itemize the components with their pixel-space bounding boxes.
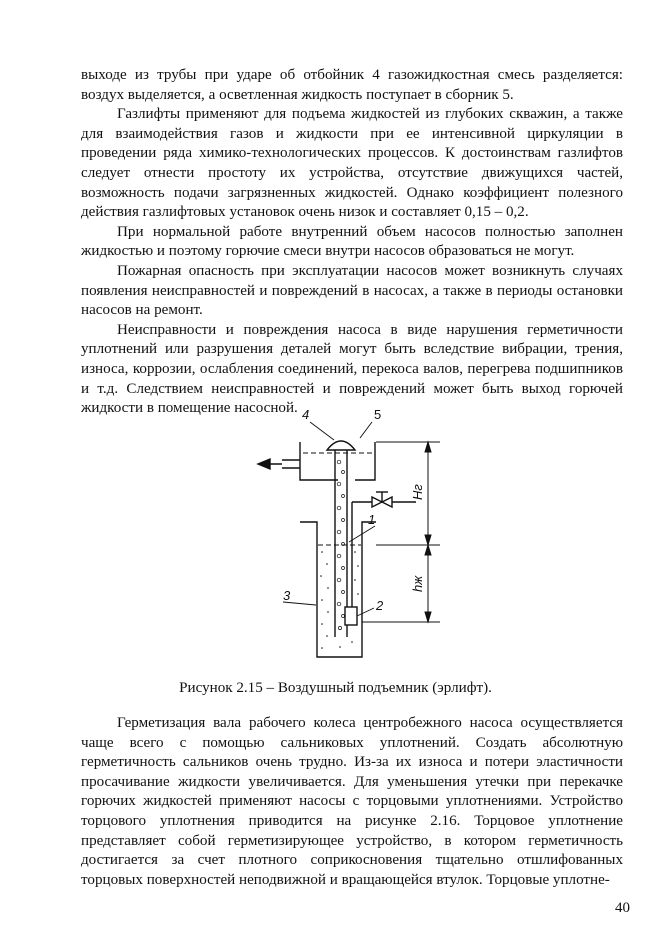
airlift-figure [0, 402, 671, 670]
label-2: 2 [376, 598, 384, 613]
paragraph: Неисправности и повреждения насоса в виде нарушения герметичности уплотнений или разрушения деталей могут быть вследствие вибрации, трения, износа, коррозии, ослабления соединений, перекоса валов, перегрева подшипников и т.д. Следствием неисправностей и повреждений может быть выход горючей жидкости в помещение насосной. [81, 321, 623, 417]
leader-lines [283, 422, 375, 616]
deflector-4 [327, 441, 355, 450]
paragraph: Газлифты применяют для подъема жидкостей из глубоких скважин, а также для взаимодействия газов и жидкости при ее интенсивной циркуляции в проведении ряда химико-технологических процессов. К достоинствам газлифтов следует отнести простоту их устройства, отсутствие движущихся частей, возможность подачи загрязненных жидкостей. Однако коэффициент полезного действия газлифтовых установок очень низок и составляет 0,15 – 0,2. [81, 106, 623, 221]
label-hzh: hж [410, 575, 425, 592]
dimension-lines [362, 442, 440, 622]
label-hg: Hг [410, 484, 425, 500]
well-liquid [320, 551, 359, 649]
paragraph: Герметизация вала рабочего колеса центробежного насоса осуществляется чаще всего с помощью сальниковых уплотнений. Создать абсолютную герметичность сальников очень трудно. Из-за их износа и потери эластичности просачивание жидкости увеличивается. Для уменьшения утечки при перекачке горючих жидкостей применяют насосы с торцовыми уплотнениями. Устройство торцового уплотнения приводится на рисунке 2.16. Торцовое уплотнение представляет собой герметизирующее устройство, в котором герметичность достигается за счет плотного соприкосновения тщательно отшлифованных торцовых поверхностей неподвижной и вращающейся втулок. Торцовые уплотне- [81, 715, 623, 888]
text-block-bottom [81, 714, 623, 890]
label-3: 3 [283, 588, 291, 603]
paragraph: Пожарная опасность при эксплуатации насосов может возникнуть случаях появления неисправностей и повреждений в насосах, а также в периоды остановки насосов на ремонт. [81, 262, 623, 319]
label-5: 5 [374, 407, 382, 422]
paragraph: выходе из трубы при ударе об отбойник 4 газожидкостная смесь разделяется: воздух выделяется, а осветленная жидкость поступает в сборник 5. [81, 67, 623, 103]
page-number: 40 [615, 900, 630, 916]
outlet-pipe [258, 459, 300, 469]
airlift-diagram [0, 402, 671, 670]
text-block-top [81, 66, 623, 419]
label-4: 4 [302, 407, 310, 422]
figure-caption: Рисунок 2.15 – Воздушный подъемник (эрлифт). [179, 680, 492, 696]
label-1: 1 [368, 512, 376, 527]
paragraph: При нормальной работе внутренний объем насосов полностью заполнен жидкостью и поэтому горючие смеси внутри насосов образоваться не могут. [81, 223, 623, 260]
mixer-2 [345, 607, 357, 625]
well-casing-3 [300, 522, 376, 657]
